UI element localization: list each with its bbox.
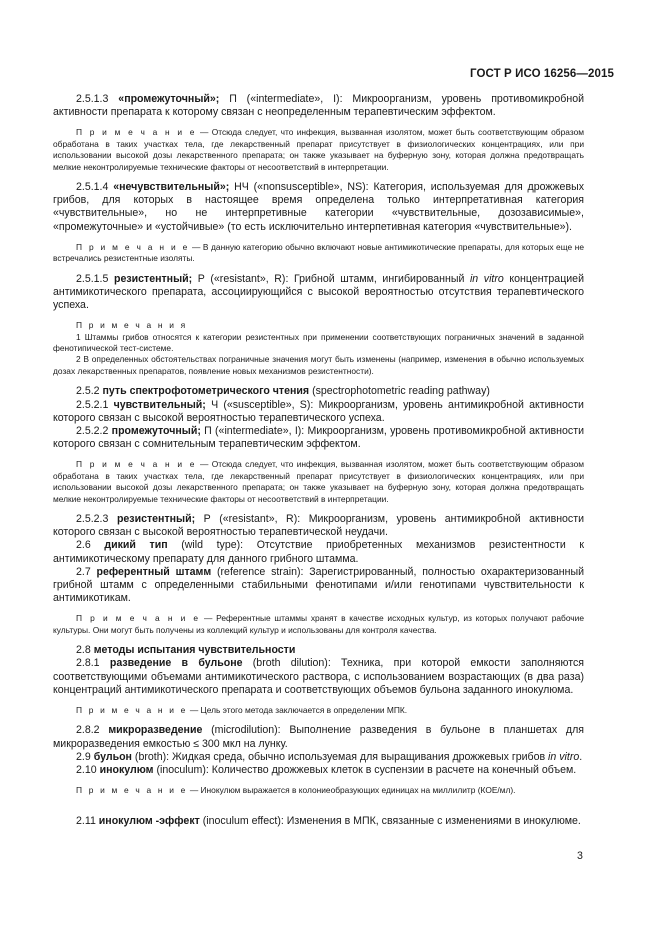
note-text: — Отсюда следует, что инфекция, вызванная изолятом, может быть соответствующим образом обработана в таких участках тела, где лекарственный препарат присутствует в физиологических концентрациях, или при использовании высокой дозы лекарственного препарата; он также указывает на буферную зону, которая должна предотвращать мелкие неконтролируемые технические факторы от несоответствий в интерпретации. bbox=[53, 127, 584, 172]
definition-text: (broth dilution): Техника, при которой емкости заполняются соответствующими объемами антимикотического раствора, с использованием возрастающих (в два раза) концентраций антимикотического препарата и соответствующих объемов бульона заданного инокулюма. bbox=[53, 657, 584, 696]
term-name: инокулюм -эффект bbox=[98, 814, 200, 827]
term-2-10 bbox=[53, 764, 584, 777]
clause-number: 2.6 bbox=[76, 539, 91, 552]
definition-text: Ч («susceptible», S): Микроорганизм, уровень антимикробной активности которого связан с высокой вероятностью терапевтического успеха. bbox=[53, 398, 584, 424]
note-2-5-2-2 bbox=[53, 459, 584, 505]
term-2-8-2 bbox=[53, 724, 584, 750]
definition-text: (inoculum effect): Изменения в МПК, связанные с изменениями в инокулюме. bbox=[202, 814, 581, 827]
term-2-5-2-3 bbox=[53, 513, 584, 539]
definition-text: П («intermediate», I): Микроорганизм, уровень противомикробной активности препарата к которому связан с неопределенным терапевтическим эффектом. bbox=[53, 93, 585, 119]
note-2-7 bbox=[53, 613, 584, 636]
document-body bbox=[53, 93, 584, 828]
notes-heading-2-5-1-5 bbox=[53, 320, 584, 331]
term-2-11 bbox=[53, 815, 584, 828]
term-2-5-1-3 bbox=[53, 93, 584, 119]
note-label: П р и м е ч а н и е bbox=[76, 241, 190, 252]
clause-number: 2.5.1.5 bbox=[76, 272, 109, 285]
note-2-10 bbox=[53, 785, 584, 796]
note-label: П р и м е ч а н и е bbox=[76, 785, 188, 796]
clause-number: 2.8.2 bbox=[76, 724, 100, 737]
term-name: инокулюм bbox=[99, 764, 154, 776]
term-name: микроразведение bbox=[108, 724, 203, 737]
notes-label: П р и м е ч а н и я bbox=[76, 320, 188, 331]
page-number: 3 bbox=[577, 850, 583, 862]
definition-text: П («intermediate», I): Микроорганизм, уровень противомикробной активности которого связан с сомнительным терапевтическим эффектом. bbox=[53, 424, 584, 451]
term-name: путь спектрофотометрического чтения bbox=[102, 385, 310, 398]
term-2-5-2-2 bbox=[53, 425, 584, 451]
clause-number: 2.11 bbox=[76, 814, 96, 827]
clause-number: 2.5.1.3 bbox=[76, 93, 109, 105]
term-2-5-2 bbox=[53, 385, 584, 398]
clause-number: 2.5.2.3 bbox=[76, 512, 109, 525]
term-2-8-1 bbox=[53, 657, 584, 697]
definition-text-part2: . bbox=[579, 750, 583, 763]
italic-term: in vitro bbox=[469, 272, 504, 285]
term-2-5-2-1 bbox=[53, 399, 584, 425]
note-label: П р и м е ч а н и е bbox=[76, 459, 197, 470]
note-item-2: 2 В определенных обстоятельствах пограничные значения могут быть изменены (например, изменения в обычно используемых дозах лекарственных препаратов, появление новых механизмов резистентности). bbox=[53, 354, 584, 376]
note-2-8-1 bbox=[53, 705, 584, 716]
term-name: методы испытания чувствительности bbox=[93, 644, 296, 657]
note-2-5-1-3 bbox=[53, 127, 584, 173]
term-name: резистентный; bbox=[113, 272, 193, 285]
term-name: референтный штамм bbox=[96, 565, 212, 578]
term-name: резистентный; bbox=[116, 512, 196, 525]
term-name: промежуточный; bbox=[111, 424, 201, 437]
term-2-9 bbox=[53, 751, 584, 764]
page-header: ГОСТ Р ИСО 16256—2015 bbox=[469, 68, 614, 80]
term-name: дикий тип bbox=[104, 539, 168, 552]
term-2-5-1-4 bbox=[53, 181, 584, 234]
term-name: разведение в бульоне bbox=[109, 657, 243, 670]
clause-number: 2.8 bbox=[76, 644, 91, 657]
term-name: «промежуточный»; bbox=[118, 93, 220, 105]
note-label: П р и м е ч а н и е bbox=[76, 704, 188, 715]
note-text: — Инокулюм выражается в колониеобразующих единицах на миллилитр (КОЕ/мл). bbox=[189, 785, 516, 796]
definition-text-part2: концентрацией антимикотического препарата, ассоциирующийся с высокой вероятностью отсутствия терапевтического успеха. bbox=[53, 272, 584, 312]
definition-text-part1: (broth): Жидкая среда, обычно используемая для выращивания дрожжевых грибов bbox=[134, 750, 549, 763]
clause-number: 2.9 bbox=[76, 750, 91, 763]
definition-text: НЧ («nonsusceptible», NS): Категория, используемая для дрожжевых грибов, для которых в настоящее время определена только интерпретативная категория «чувствительные», но не интерпретивные категории «чувствительные, дозозависимые», «промежуточные» и «устойчивые» (то есть исключительно интерпетивная категория «чувствительные»). bbox=[53, 181, 584, 233]
clause-number: 2.7 bbox=[76, 565, 91, 578]
italic-term: in vitro bbox=[548, 750, 580, 763]
term-2-7 bbox=[53, 566, 584, 606]
clause-number: 2.5.1.4 bbox=[76, 181, 109, 194]
term-2-5-1-5 bbox=[53, 273, 584, 313]
definition-text: (microdilution): Выполнение разведения в бульоне в планшетах для микроразведения емкостью ≤ 300 мкл на лунку. bbox=[53, 724, 585, 750]
note-label: П р и м е ч а н и е bbox=[76, 613, 201, 624]
note-text: — В данную категорию обычно включают новые антимикотические препараты, для которых еще не встречались резистентные изоляты. bbox=[53, 241, 584, 264]
note-item-1: 1 Штаммы грибов относятся к категории резистентных при применении соответствующих пограничных значений в заданной фенотипической тест-системе. bbox=[53, 331, 584, 354]
clause-number: 2.5.2.1 bbox=[76, 398, 109, 411]
note-text: — Цель этого метода заключается в определении МПК. bbox=[189, 704, 408, 715]
clause-number: 2.8.1 bbox=[76, 657, 100, 670]
definition-text-part1: Р («resistant», R): Грибной штамм, ингибированный bbox=[197, 272, 470, 285]
clause-number: 2.5.2.2 bbox=[76, 424, 109, 437]
definition-text: (reference strain): Зарегистрированный, полностью охарактеризованный грибной штамм с определенными стабильными фенотипами и/или генотипами чувствительности к антимикотикам. bbox=[53, 565, 584, 605]
definition-text: (inoculum): Количество дрожжевых клеток в суспензии в расчете на конечный объем. bbox=[156, 764, 577, 776]
term-name: чувствительный; bbox=[113, 398, 206, 411]
term-name: «нечувствительный»; bbox=[113, 181, 230, 194]
term-name: бульон bbox=[93, 750, 132, 763]
definition-text: Р («resistant», R): Микроорганизм, уровень антимикробной активности которого связан с высокой вероятностью терапевтической неудачи. bbox=[53, 512, 585, 539]
term-2-8 bbox=[53, 644, 584, 657]
note-label: П р и м е ч а н и е bbox=[76, 127, 197, 138]
definition-text: (spectrophotometric reading pathway) bbox=[312, 385, 490, 398]
definition-text: (wild type): Отсутствие приобретенных механизмов резистентности к антимикотическому препарату для данного грибного штамма. bbox=[53, 539, 584, 565]
clause-number: 2.5.2 bbox=[76, 385, 100, 398]
note-text: — Референтные штаммы хранят в качестве исходных культур, из которых получают рабочие культуры. Они могут быть получены из коллекций культур и использованы для контроля качества. bbox=[53, 613, 584, 635]
term-2-6 bbox=[53, 539, 584, 565]
note-2-5-1-4 bbox=[53, 242, 584, 265]
clause-number: 2.10 bbox=[76, 764, 97, 776]
note-text: — Отсюда следует, что инфекция, вызванная изолятом, может быть соответствующим образом обработана в таких участках тела, где лекарственный препарат присутствует в физиологических концентрациях, или при использовании высокой дозы лекарственного препарата; он также указывает на буферную зону, которая должна предотвращать мелкие неконтролируемые технические факторы от несоответствий в интерпретации. bbox=[53, 459, 584, 504]
